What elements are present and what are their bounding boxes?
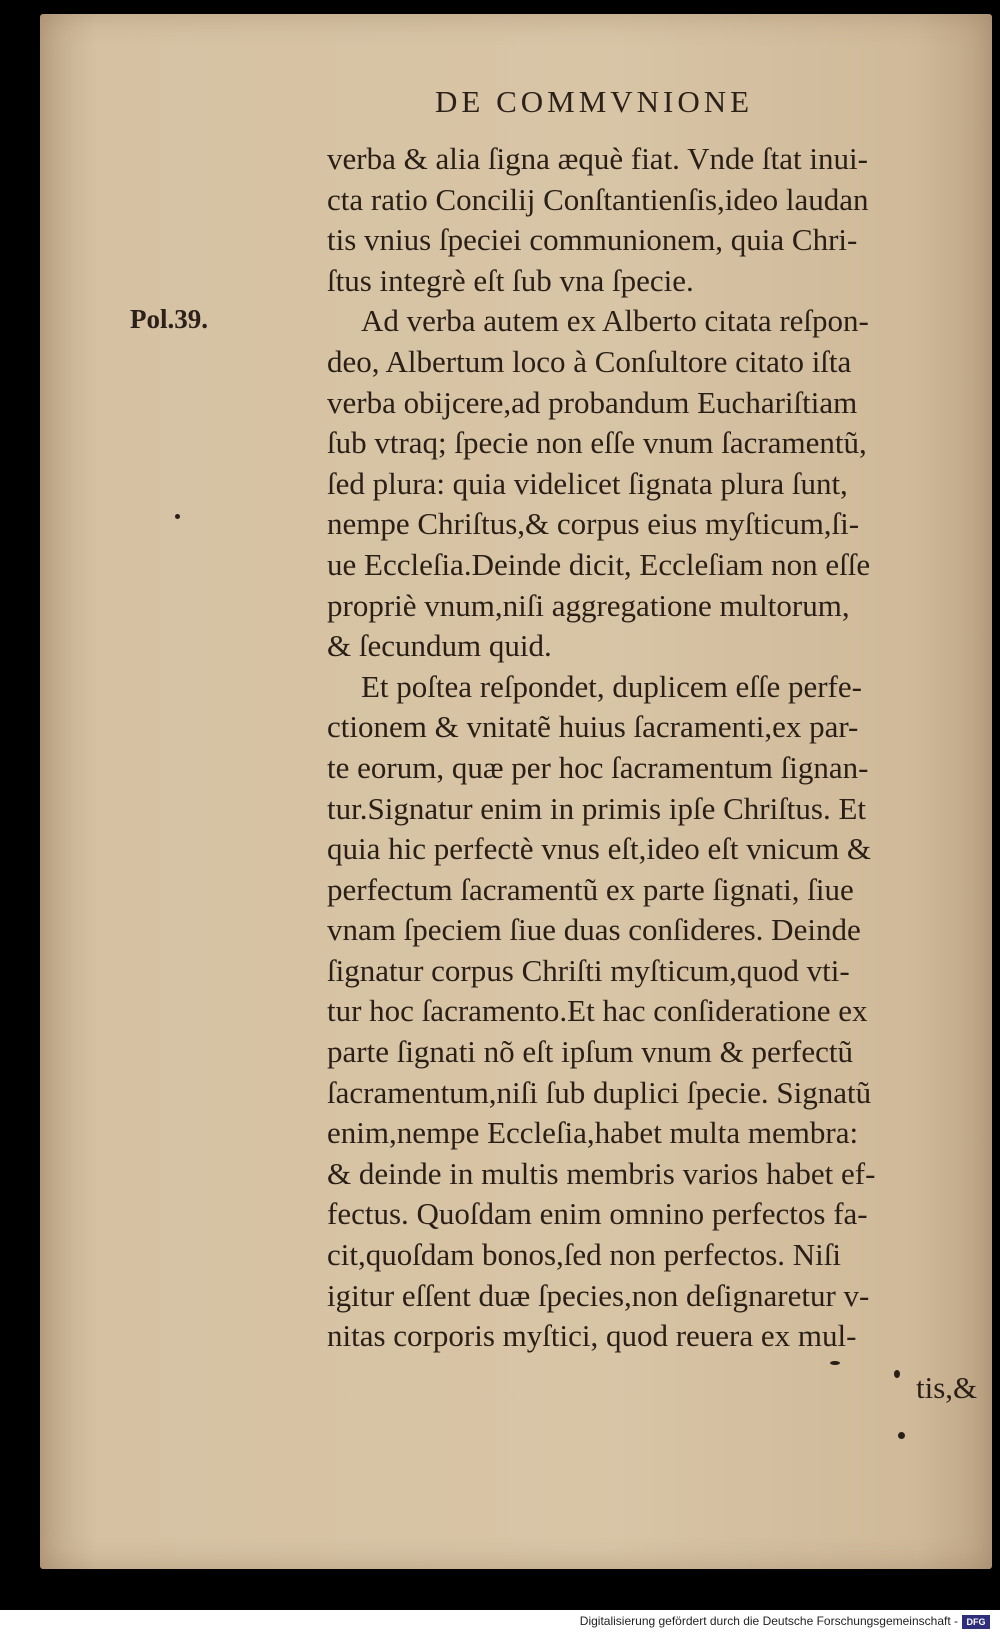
text-line: tur.Signatur enim in primis ipſe Chriſtus. Et [327, 790, 867, 826]
text-line: deo, Albertum loco à Conſultore citato iſta [327, 343, 852, 379]
text-line: te eorum, quæ per hoc ſacramentum ſignan- [327, 749, 869, 785]
text-line: ſtus integrè eſt ſub vna ſpecie. [327, 262, 694, 298]
text-line: Ad verba autem ex Alberto citata reſpon- [361, 303, 869, 339]
text-line: tur hoc ſacramento.Et hac conſideratione ex [327, 993, 868, 1029]
text-line: ſed plura: quia videlicet ſignata plura ſunt, [327, 465, 848, 501]
text-line: fectus. Quoſdam enim omnino perfectos fa- [327, 1196, 868, 1232]
text-line: & deinde in multis membris varios habet ef- [327, 1155, 876, 1191]
text-line: propriè vnum,niſi aggregatione multorum, [327, 587, 850, 623]
text-line: quia hic perfectè vnus eſt,ideo eſt vnicum & [327, 831, 872, 867]
body-text [327, 139, 987, 1357]
text-line: & ſecundum quid. [327, 628, 552, 664]
dfg-logo: DFG [962, 1615, 990, 1629]
ink-speck [830, 1361, 840, 1365]
ink-speck [894, 1370, 900, 1378]
text-line: ſub vtraq; ſpecie non eſſe vnum ſacramentũ, [327, 425, 867, 461]
text-line: verba obijcere,ad probandum Euchariſtiam [327, 384, 858, 420]
text-line: tis vnius ſpeciei communionem, quia Chri- [327, 222, 858, 258]
ink-speck [175, 514, 180, 519]
text-line: ue Eccleſia.Deinde dicit, Eccleſiam non eſſe [327, 546, 871, 582]
text-line: cit,quoſdam bonos,ſed non perfectos. Niſi [327, 1237, 841, 1273]
text-line: perfectum ſacramentũ ex parte ſignati, ſiue [327, 871, 854, 907]
text-line: vnam ſpeciem ſiue duas conſideres. Deinde [327, 912, 861, 948]
text-line: verba & alia ſigna æquè fiat. Vnde ſtat inui- [327, 141, 868, 176]
text-line: nempe Chriſtus,& corpus eius myſticum,ſi- [327, 506, 860, 542]
footer-bar [0, 1610, 1000, 1636]
text-line: cta ratio Concilij Conſtantienſis,ideo laudan [327, 181, 869, 217]
catchword: tis,& [916, 1370, 978, 1405]
book-page [40, 14, 992, 1569]
text-line: ctionem & vnitatẽ huius ſacramenti,ex par- [327, 709, 859, 745]
ink-speck [898, 1432, 905, 1439]
running-head: DE COMMVNIONE [435, 84, 754, 119]
text-line: nitas corporis myſtici, quod reuera ex mul- [327, 1318, 857, 1354]
text-line: ſignatur corpus Chriſti myſticum,quod vti- [327, 952, 850, 988]
margin-note: Pol.39. [130, 304, 208, 334]
text-line: parte ſignati nõ eſt ipſum vnum & perfectũ [327, 1034, 854, 1070]
text-line: ſacramentum,niſi ſub duplici ſpecie. Signatũ [327, 1074, 872, 1110]
text-line: Et poſtea reſpondet, duplicem eſſe perfe- [361, 668, 862, 704]
text-line: igitur eſſent duæ ſpecies,non deſignaretur v- [327, 1277, 870, 1313]
footer-credit: Digitalisierung gefördert durch die Deutsche Forschungsgemeinschaft - [579, 1614, 958, 1628]
text-line: enim,nempe Eccleſia,habet multa membra: [327, 1115, 859, 1151]
